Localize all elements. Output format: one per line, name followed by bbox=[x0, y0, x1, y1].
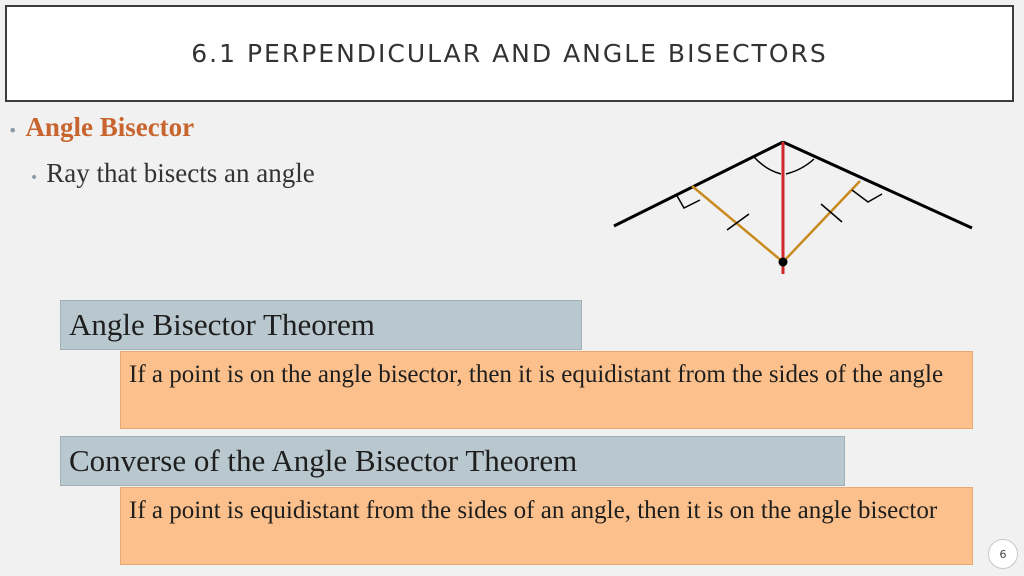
theorem-heading-1: Angle Bisector Theorem bbox=[60, 300, 582, 350]
angle-arc-right bbox=[786, 159, 814, 174]
angle-arc-left bbox=[754, 157, 781, 174]
bullet-dot-icon: • bbox=[8, 121, 18, 140]
bullet-definition-text: Ray that bisects an angle bbox=[46, 158, 315, 188]
angle-side-left bbox=[614, 142, 783, 226]
slide-title: 6.1 PERPENDICULAR AND ANGLE BISECTORS bbox=[191, 39, 828, 68]
theorem-body-2: If a point is equidistant from the sides of an angle, then it is on the angle bisector bbox=[120, 487, 973, 565]
right-angle-mark-right bbox=[852, 190, 882, 202]
point-on-bisector bbox=[779, 258, 788, 267]
title-box bbox=[5, 5, 1014, 102]
bullet-angle-bisector bbox=[8, 112, 194, 143]
bullet-heading: Angle Bisector bbox=[25, 112, 195, 142]
slide-number-badge: 6 bbox=[988, 539, 1018, 569]
angle-side-right bbox=[783, 142, 972, 228]
angle-bisector-diagram bbox=[600, 128, 980, 278]
theorem-body-1: If a point is on the angle bisector, then it is equidistant from the sides of the angle bbox=[120, 351, 973, 429]
distance-segment-left bbox=[692, 186, 783, 262]
bullet-dot-icon: • bbox=[30, 170, 39, 186]
theorem-heading-2: Converse of the Angle Bisector Theorem bbox=[60, 436, 845, 486]
right-angle-mark-left bbox=[676, 194, 700, 208]
bullet-definition bbox=[30, 158, 315, 189]
distance-segment-right bbox=[783, 181, 860, 262]
